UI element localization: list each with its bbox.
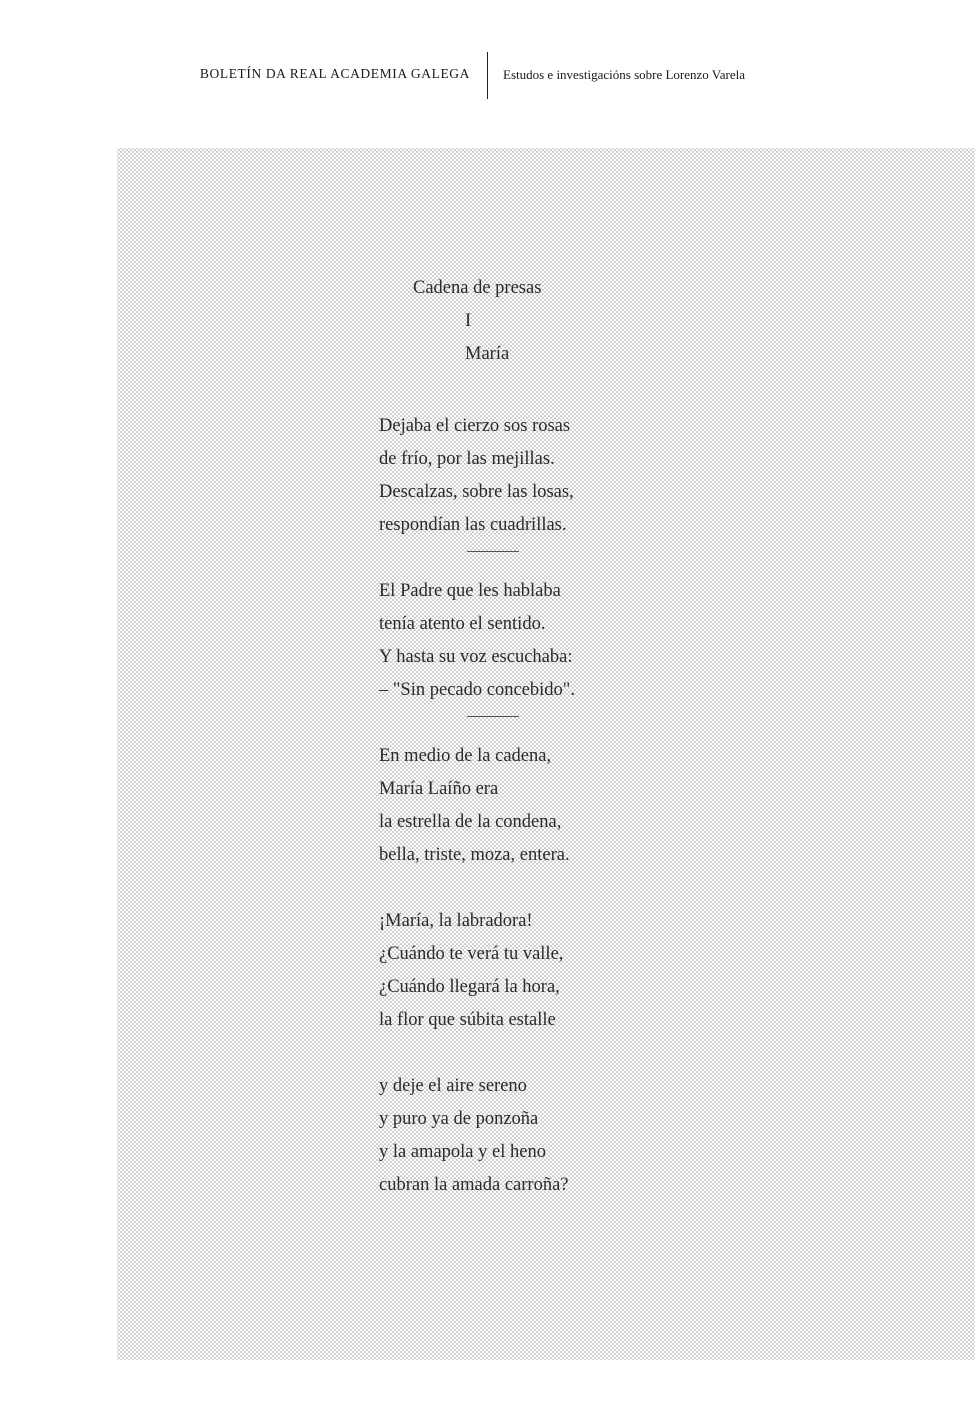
verse-line: y deje el aire sereno bbox=[379, 1076, 527, 1096]
verse-line: respondían las cuadrillas. bbox=[379, 515, 567, 535]
poem-title: Cadena de presas bbox=[413, 278, 542, 298]
verse-line: En medio de la cadena, bbox=[379, 746, 552, 766]
verse-line: y la amapola y el heno bbox=[379, 1142, 546, 1162]
verse-line: bella, triste, moza, entera. bbox=[379, 845, 570, 865]
verse-line: Y hasta su voz escuchaba: bbox=[379, 647, 573, 667]
verse-line: El Padre que les hablaba bbox=[379, 581, 561, 601]
verse-line: de frío, por las mejillas. bbox=[379, 449, 555, 469]
poem-part-number: I bbox=[465, 311, 472, 331]
verse-line: – "Sin pecado concebido". bbox=[379, 680, 575, 700]
poem-heading bbox=[379, 278, 679, 410]
stanza-gap bbox=[379, 872, 679, 905]
stanza bbox=[379, 1070, 679, 1202]
verse-line: Descalzas, sobre las losas, bbox=[379, 482, 574, 502]
separator-rule bbox=[467, 551, 519, 552]
verse-line: María Laíño era bbox=[379, 779, 499, 799]
verse-line: ¿Cuándo llegará la hora, bbox=[379, 977, 560, 997]
verse-line: ¡María, la labradora! bbox=[379, 911, 533, 931]
poem-subtitle: María bbox=[465, 344, 510, 364]
stanza bbox=[379, 740, 679, 872]
verse-line: tenía atento el sentido. bbox=[379, 614, 546, 634]
verse-line: la estrella de la condena, bbox=[379, 812, 562, 832]
running-header bbox=[0, 52, 975, 100]
journal-title: BOLETÍN DA REAL ACADEMIA GALEGA bbox=[199, 66, 470, 81]
verse-line: cubran la amada carroña? bbox=[379, 1175, 569, 1195]
poem bbox=[379, 278, 679, 1202]
verse-line: Dejaba el cierzo sos rosas bbox=[379, 416, 571, 436]
header-divider bbox=[487, 52, 488, 99]
section-title: Estudos e investigacións sobre Lorenzo Varela bbox=[503, 67, 745, 82]
verse-line: y puro ya de ponzoña bbox=[379, 1109, 539, 1129]
stanza-gap bbox=[379, 1037, 679, 1070]
stanza bbox=[379, 410, 679, 542]
stanza-separator bbox=[379, 542, 679, 575]
verse-line: la flor que súbita estalle bbox=[379, 1010, 556, 1030]
verse-line: ¿Cuándo te verá tu valle, bbox=[379, 944, 564, 964]
stanza bbox=[379, 575, 679, 707]
stanza bbox=[379, 905, 679, 1037]
stanza-separator bbox=[379, 707, 679, 740]
separator-rule bbox=[467, 716, 519, 717]
